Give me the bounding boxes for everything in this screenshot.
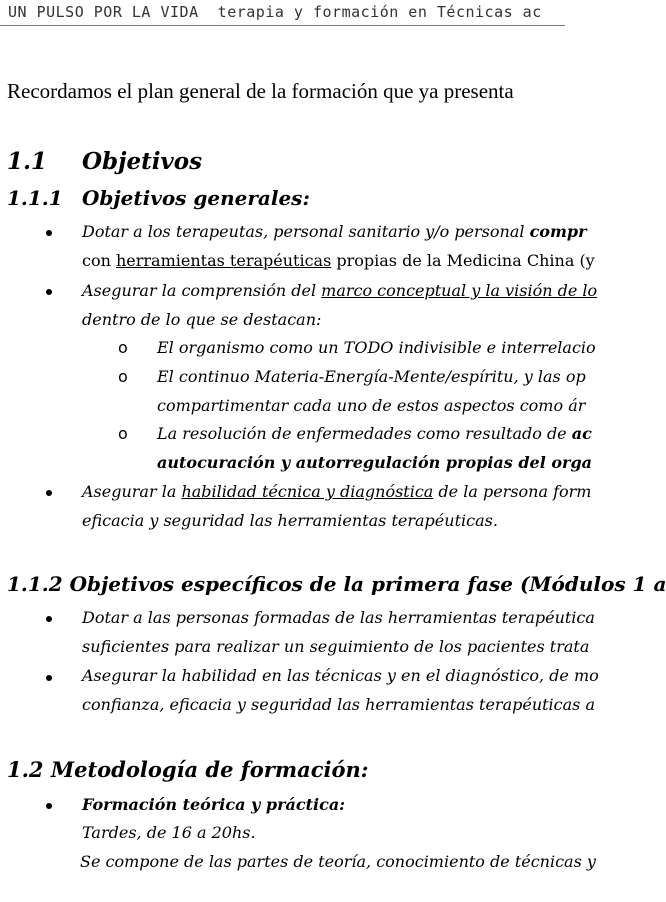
section-title-objetivos: Objetivos <box>82 148 203 175</box>
text-run-bold: compr <box>529 222 587 241</box>
section-heading-1-1-2: 1.1.2 Objetivos específicos de la primera fase (Módulos 1 a <box>7 572 666 596</box>
bullet-3-line-2: eficacia y seguridad las herramientas terapéuticas. <box>82 511 498 530</box>
bullet-6-line-3: Se compone de las partes de teoría, conocimiento de técnicas y <box>80 852 596 871</box>
bullet-2-line-2: dentro de lo que se destacan: <box>82 310 322 329</box>
section-number-1-1: 1.1 <box>7 148 48 175</box>
text-run-underlined: habilidad técnica y diagnóstica <box>181 482 434 501</box>
sub-bullet-3-line-2: autocuración y autorregulación propias del orga <box>157 453 593 472</box>
text-run: Asegurar la comprensión del <box>82 281 322 300</box>
text-run-bold: ac <box>571 424 592 443</box>
sub-bullet-1-line-1: El organismo como un TODO indivisible e interrelacio <box>157 338 596 357</box>
text-run: Dotar a los terapeutas, personal sanitario y/o personal <box>82 222 530 241</box>
bullet-dot <box>46 490 52 496</box>
bullet-dot <box>46 289 52 295</box>
bullet-4-line-1: Dotar a las personas formadas de las herramientas terapéutica <box>82 608 595 627</box>
running-header: UN PULSO POR LA VIDA terapia y formación en Técnicas ac <box>8 3 542 21</box>
sub-bullet-3-line-1 <box>157 424 592 443</box>
bullet-dot <box>46 616 52 622</box>
text-run: La resolución de enfermedades como resultado de <box>157 424 572 443</box>
intro-paragraph: Recordamos el plan general de la formación que ya presenta <box>7 79 514 103</box>
bullet-1-line-1 <box>82 222 587 241</box>
circle-bullet-icon: o <box>118 338 128 357</box>
bullet-dot <box>46 675 52 681</box>
circle-bullet-icon: o <box>118 424 128 443</box>
text-run: con <box>82 251 116 270</box>
text-run: Asegurar la <box>82 482 182 501</box>
bullet-3-line-1 <box>82 482 591 501</box>
section-heading-1-2: 1.2 Metodología de formación: <box>7 757 369 782</box>
sub-bullet-2-line-1: El continuo Materia-Energía-Mente/espíritu, y las op <box>157 367 586 386</box>
bullet-6-line-2: Tardes, de 16 a 20hs. <box>82 823 256 842</box>
bullet-4-line-2: suficientes para realizar un seguimiento de los pacientes trata <box>82 637 590 656</box>
text-run: propias de la Medicina China (y <box>331 251 595 270</box>
bullet-dot <box>46 230 52 236</box>
bullet-6-title: Formación teórica y práctica: <box>82 795 346 814</box>
text-run: de la persona form <box>433 482 592 501</box>
bullet-1-line-2 <box>82 251 595 270</box>
text-run-underlined: herramientas terapéuticas <box>115 251 332 270</box>
circle-bullet-icon: o <box>118 367 128 386</box>
sub-bullet-2-line-2: compartimentar cada uno de estos aspectos como ár <box>157 396 586 415</box>
section-number-1-1-1: 1.1.1 <box>7 186 63 210</box>
bullet-2-line-1 <box>82 281 597 300</box>
bullet-5-line-1: Asegurar la habilidad en las técnicas y en el diagnóstico, de mo <box>82 666 599 685</box>
bullet-dot <box>46 803 52 809</box>
section-title-objetivos-generales: Objetivos generales: <box>82 186 310 210</box>
bullet-5-line-2: confianza, eficacia y seguridad las herramientas terapéuticas a <box>82 695 595 714</box>
text-run-underlined: marco conceptual y la visión de lo <box>321 281 598 300</box>
header-divider <box>0 25 565 26</box>
